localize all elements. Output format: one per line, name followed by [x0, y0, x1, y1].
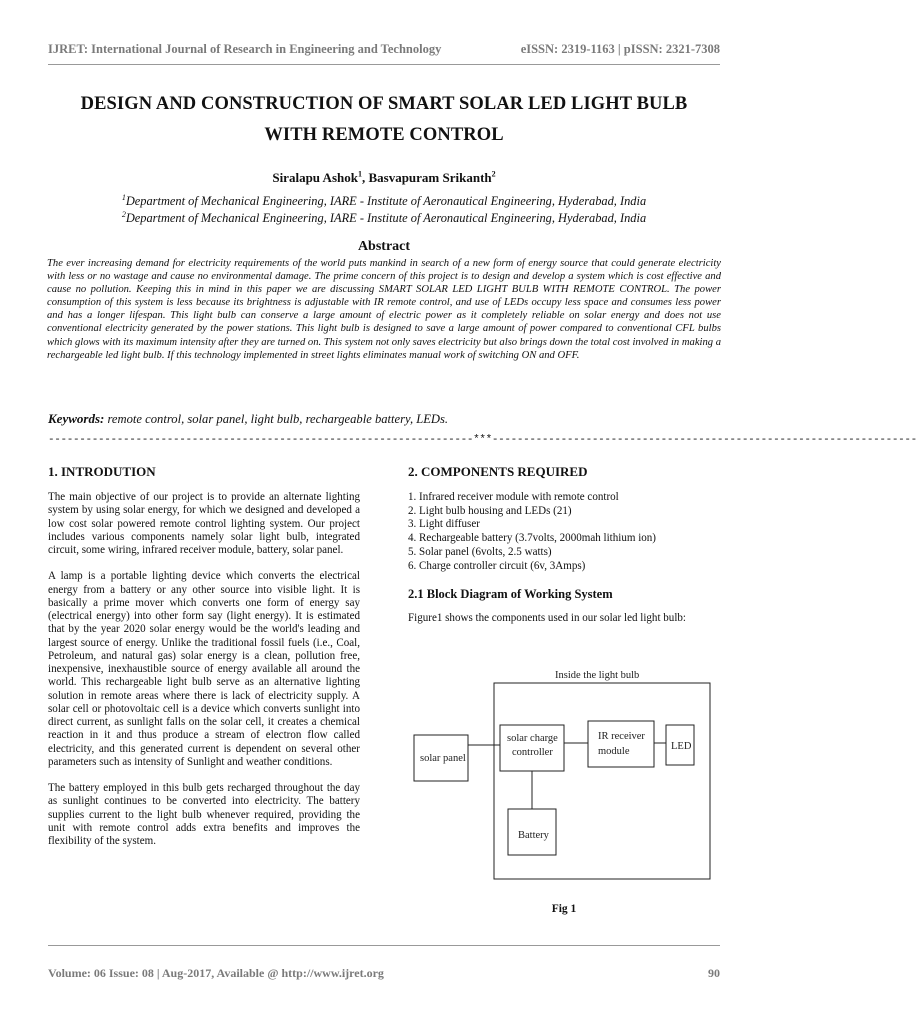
affiliation-1 — [48, 194, 720, 209]
block-diagram-heading: 2.1 Block Diagram of Working System — [408, 587, 613, 602]
author-1: Siralapu Ashok — [272, 170, 358, 185]
solar-panel-label: solar panel — [420, 753, 466, 764]
affiliation-1-mark: 1 — [121, 192, 126, 202]
figure-caption: Fig 1 — [551, 903, 577, 915]
affiliation-1-text: Department of Mechanical Engineering, IARE - Institute of Aeronautical Engineering, Hyderabad, India — [125, 194, 647, 208]
journal-name: IJRET: International Journal of Research in Engineering and Technology — [48, 42, 442, 56]
charge-controller-label-line-1: solar charge — [507, 733, 558, 744]
author-separator: , — [361, 170, 369, 185]
components-list-item: 1. Infrared receiver module with remote control — [408, 491, 619, 503]
components-list-item: 5. Solar panel (6volts, 2.5 watts) — [408, 545, 552, 558]
components-list-item: 6. Charge controller circuit (6v, 3Amps) — [408, 559, 586, 572]
ir-receiver-label-line-1: IR receiver — [598, 731, 645, 742]
paper-title — [40, 89, 728, 151]
footer-volume-info: Volume: 06 Issue: 08 | Aug-2017, Available @ http://www.ijret.org — [48, 966, 384, 980]
affiliation-2 — [48, 211, 720, 226]
components-heading: 2. COMPONENTS REQUIRED — [408, 464, 588, 479]
abstract-text: The ever increasing demand for electricity requirements of the world puts mankind in search of a new form of energy source that could generate electricity with less or no wastage and cause no environmental damage. The prime concern of this project is to design and develop a system which is cost effective and cause no pollution. Keeping this in mind in this paper we are discussing SMART SOLAR LED LIGHT BULB WITH REMOTE CONTROL. The power consumption of this system is less because its brightness is adjustable with IR remote control, and use of LEDs occupy less space and consumes less power and has a longer lifespan. This light bulb can conserve a large amount of electric power as it completely reliable on solar energy and does not use conventional electricity generated by the power stations. This light bulb is designed to save a large amount of power compared to conventional CFL bulbs which glows with its maximum intensity after they are turned on. This system not only saves electricity but also brings down the total cost involved in making a rechargeable led light bulb. If this technology implemented in street lights eliminates manual work of switching ON and OFF. — [47, 258, 722, 361]
journal-issn: eISSN: 2319-1163 | pISSN: 2321-7308 — [520, 42, 720, 56]
abstract-heading: Abstract — [357, 239, 411, 254]
section-separator: --------------------------------------------------------------------***-------------------------------------------------------------------- — [48, 434, 917, 446]
affiliation-2-mark: 2 — [121, 209, 126, 219]
keywords-text: remote control, solar panel, light bulb, rechargeable battery, LEDs. — [107, 412, 449, 426]
paper-title-line-1: DESIGN AND CONSTRUCTION OF SMART SOLAR LED LIGHT BULB — [80, 94, 688, 114]
keywords — [48, 411, 720, 427]
author-2: Basvapuram Srikanth — [368, 170, 492, 185]
light-bulb-boundary-box — [494, 683, 710, 879]
author-list — [48, 170, 720, 186]
affiliation-2-text: Department of Mechanical Engineering, IARE - Institute of Aeronautical Engineering, Hyderabad, India — [125, 211, 647, 225]
introduction-paragraph-3: The battery employed in this bulb gets recharged throughout the day as sunlight continues to be converted into electricity. The battery supplies current to the light bulb whenever required, providing the unit with remote control adds extra benefits and improves the flexibility of the system. — [48, 782, 360, 847]
page-footer — [48, 966, 720, 984]
paper-title-line-2: WITH REMOTE CONTROL — [264, 125, 504, 145]
components-list-item: 4. Rechargeable battery (3.7volts, 2000mah lithium ion) — [408, 532, 656, 545]
left-column — [48, 464, 360, 861]
header-divider — [48, 64, 720, 65]
block-diagram — [408, 655, 728, 885]
ir-receiver-label-line-2: module — [598, 746, 630, 757]
components-list — [408, 491, 721, 573]
journal-header — [48, 42, 720, 60]
keywords-label: Keywords: — [48, 411, 105, 426]
inside-bulb-label: Inside the light bulb — [555, 670, 640, 681]
right-column — [408, 464, 721, 638]
charge-controller-label-line-2: controller — [512, 747, 553, 758]
introduction-paragraph-2: A lamp is a portable lighting device which converts the electrical energy from a battery or any other source into visible light. It is basically a prime mover which converts one form of energy say (electrical energy) into other form say (light energy). It is estimated that by the year 2020 solar energy would be the world's leading and largest source of energy. Unlike the traditional fossil fuels (i.e., Coal, Petroleum, and natural gas) solar energy is a clean, pollution free, inexpensive, inexhaustible source of energy available all around the world. This rechargeable light bulb serve as an alternative lighting solution in remote areas where there is lack of electricity supply. A solar cell or photovoltaic cell is a device which converts sunlight into direct current, as sunlight falls on the solar cell, it creates a chemical reaction in it and thus produce a stream of electron flow called electricity, and this generated current is dependent on several other parameters such as intensity of Sunlight and weather conditions. — [48, 570, 360, 768]
footer-divider — [48, 945, 720, 946]
battery-label: Battery — [518, 830, 549, 841]
introduction-paragraph-1: The main objective of our project is to provide an alternate lighting system by using solar energy, for which we designed and developed a low cost solar powered remote control lighting system. Our project includes various components namely solar light bulb, integrated circuit, some wiring, infrared receiver module, battery, solar panel. — [48, 491, 360, 556]
led-label: LED — [671, 741, 692, 752]
components-list-item: 2. Light bulb housing and LEDs (21) — [408, 504, 572, 517]
ir-receiver-box — [588, 721, 654, 767]
components-list-item: 3. Light diffuser — [408, 518, 480, 531]
page-number: 90 — [708, 966, 720, 980]
introduction-heading: 1. INTRODUTION — [48, 464, 156, 479]
author-1-affiliation-mark: 1 — [357, 169, 362, 179]
author-2-affiliation-mark: 2 — [491, 169, 496, 179]
block-diagram-intro: Figure1 shows the components used in our solar led light bulb: — [408, 612, 686, 625]
